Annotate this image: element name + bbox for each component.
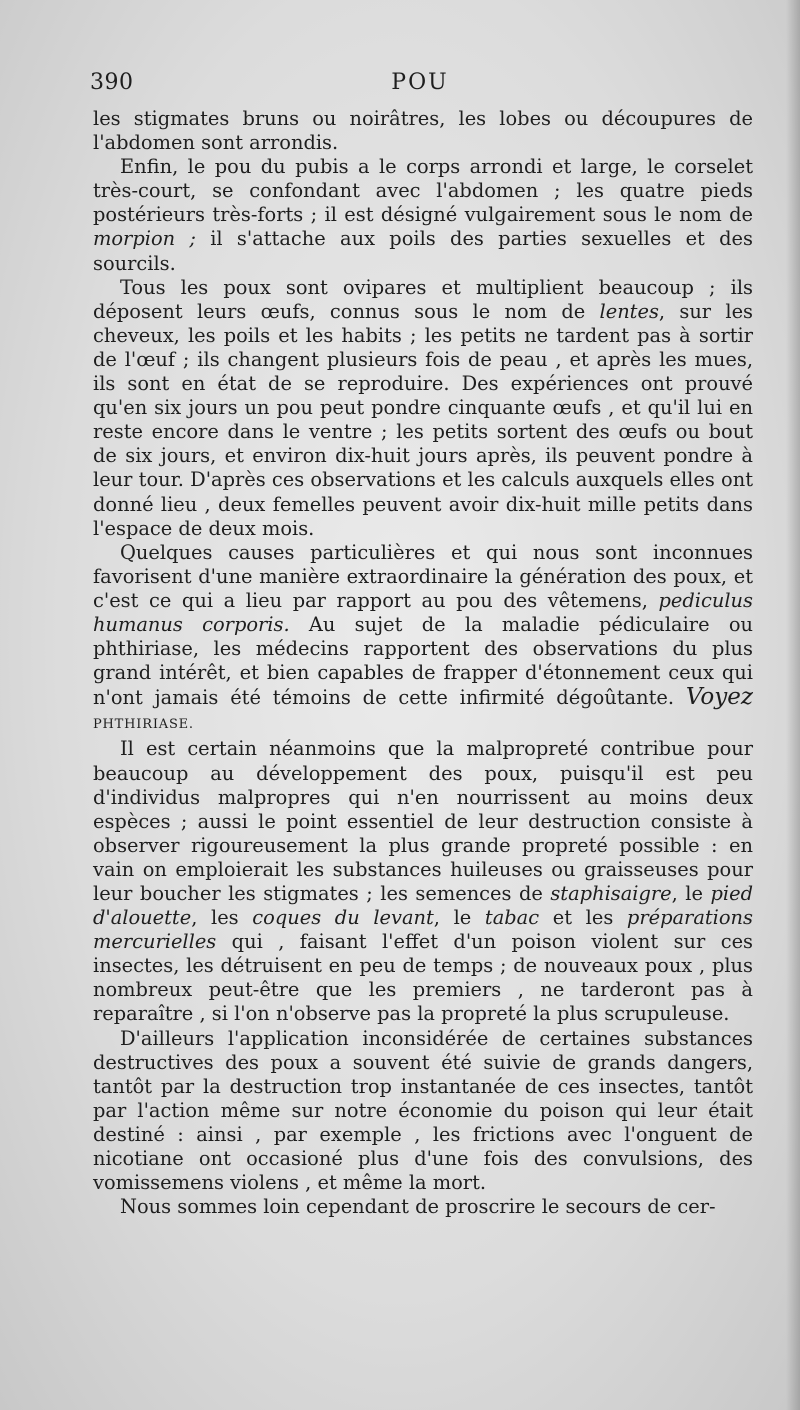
text-run: Au sujet de la maladie pédiculaire ou phthiriase, les médecins rapportent des observations du plus grand intérêt, et bien capables de frapper d'étonnement ceux qui n'ont jamais été témoins de cette infirmité dégoûtante. (93, 612, 754, 710)
text-run: , le (433, 906, 485, 930)
voyez-text-run: Voyez (685, 684, 753, 711)
text-run: qui , faisant l'effet d'un poison violent sur ces insectes, les détruisent en peu de temps ; de nouveaux poux , plus nombreux peut-être que les premiers , ne tarderont pas à reparaître , si l'on n'observe pas la propreté la plus scrupuleuse. (93, 930, 753, 1026)
paragraph (93, 107, 753, 155)
running-head: POU (391, 70, 449, 95)
text-run: il s'attache aux poils des parties sexuelles et des sourcils. (93, 227, 753, 275)
text-run: Tous les poux sont ovipares et multiplient beaucoup ; ils déposent leurs œufs, connus sous le nom de (93, 275, 753, 323)
italic-text-run: pied d'alouette (93, 882, 753, 930)
smallcaps-text-run: PHTHIRIASE. (93, 717, 194, 733)
italic-text-run: pediculus humanus corporis. (93, 588, 753, 636)
text-run: Il est certain néanmoins que la malpropreté contribue pour beaucoup au développement des poux, puisqu'il est peu d'individus malpropres qui n'en nourrissent au moins deux espèces ; aussi le point essentiel de leur destruction consiste à observer rigoureusement la plus grande propreté possible : en vain on emploierait les substances huileuses ou graisseuses pour leur boucher les stigmates ; les semences de (93, 737, 753, 905)
italic-text-run: lentes (599, 299, 659, 323)
text-run: Quelques causes particulières et qui nous sont inconnues favorisent d'une manière extraordinaire la génération des poux, et c'est ce qui a lieu par rapport au pou des vêtemens, (93, 540, 753, 612)
page-header (90, 70, 750, 102)
paragraph (93, 1195, 753, 1219)
text-run: D'ailleurs l'application inconsidérée de certaines substances destructives des poux a souvent été suivie de grands dangers, tantôt par la destruction trop instantanée de ces insectes, tantôt par l'action même sur notre économie du poison qui leur était destiné : ainsi , par exemple , les frictions avec l'onguent de nicotiane ont occasioné plus d'une fois des convulsions, des vomissemens violens , et même la mort. (93, 1026, 753, 1195)
italic-text-run: morpion ; (93, 227, 196, 251)
body-text (93, 107, 753, 1219)
italic-text-run: préparations mercurielles (93, 906, 753, 954)
text-run: les stigmates bruns ou noirâtres, les lobes ou découpures de l'abdomen sont arrondis. (93, 107, 753, 155)
text-run: Enfin, le pou du pubis a le corps arrondi et large, le corselet très-court, se confondant avec l'abdomen ; les quatre pieds postérieurs très-forts ; il est désigné vulgairement sous le nom de (93, 155, 753, 227)
text-run: , sur les cheveux, les poils et les habits ; les petits ne tardent pas à sortir de l'œuf ; ils changent plusieurs fois de peau , et après les mues, ils sont en état de se reproduire. Des expériences ont prouvé qu'en six jours un pou peut pondre cinquante œufs , et qu'il lui en reste encore dans le ventre ; les petits sortent des œufs ou bout de six jours, et environ dix-huit jours après, ils peuvent pondre à leur tour. D'après ces observations et les calculs auxquels elles ont donné lieu , deux femelles peuvent avoir dix-huit mille petits dans l'espace de deux mois. (93, 299, 753, 540)
paragraph (93, 541, 753, 738)
text-run: et les (539, 906, 627, 930)
italic-text-run: tabac (484, 906, 540, 930)
paragraph (93, 1027, 753, 1196)
text-run: , les (191, 906, 253, 930)
italic-text-run: staphisaigre (550, 882, 672, 905)
page-number: 390 (90, 70, 134, 95)
text-run: Nous sommes loin cependant de proscrire le secours de cer- (120, 1195, 716, 1219)
paragraph (93, 155, 753, 275)
italic-text-run: coques du levant (252, 906, 434, 930)
text-run: , le (671, 882, 711, 905)
paragraph (93, 737, 753, 1026)
paragraph (93, 276, 753, 541)
